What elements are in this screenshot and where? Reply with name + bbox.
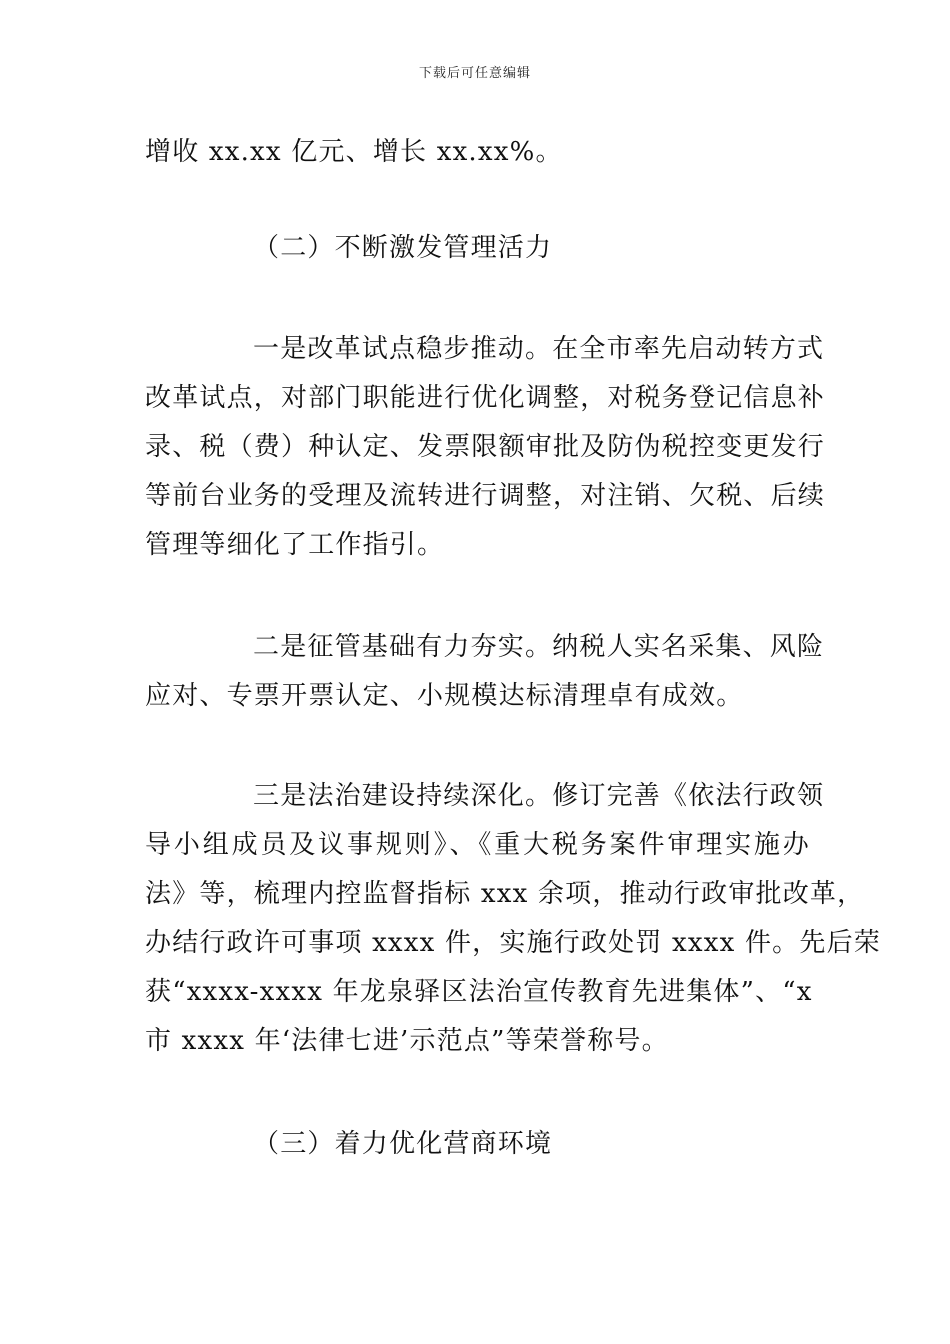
paragraph-3-line-2: 导小组成员及议事规则》、《重大税务案件审理实施办: [145, 830, 810, 860]
paragraph-3-line-6: 市 xxxx 年‘法律七进’示范点”等荣誉称号。: [145, 1026, 669, 1056]
section-heading-3: （三）着力优化营商环境: [253, 1129, 553, 1159]
section-heading-2: （二）不断激发管理活力: [253, 233, 553, 263]
paragraph-3-line-4: 办结行政许可事项 xxxx 件，实施行政处罚 xxxx 件。先后荣: [145, 928, 881, 958]
paragraph-1-line-1: 一是改革试点稳步推动。在全市率先启动转方式: [253, 334, 825, 364]
paragraph-3-line-1: 三是法治建设持续深化。修订完善《依法行政领: [253, 781, 825, 811]
paragraph-2-line-2: 应对、专票开票认定、小规模达标清理卓有成效。: [145, 681, 744, 711]
paragraph-1-line-5: 管理等细化了工作指引。: [145, 530, 445, 560]
body-line-1: 增收 xx.xx 亿元、增长 xx.xx%。: [145, 137, 563, 167]
paragraph-1-line-3: 录、税（费）种认定、发票限额审批及防伪税控变更发行: [145, 432, 826, 462]
paragraph-1-line-2: 改革试点，对部门职能进行优化调整，对税务登记信息补: [145, 383, 826, 413]
paragraph-3-line-3: 法》等，梳理内控监督指标 xxx 余项，推动行政审批改革，: [145, 879, 865, 909]
page-header-note: 下载后可任意编辑: [418, 66, 531, 81]
paragraph-3-line-5: 获“xxxx-xxxx 年龙泉驿区法治宣传教育先进集体”、“x: [145, 977, 813, 1007]
paragraph-2-line-1: 二是征管基础有力夯实。纳税人实名采集、风险: [253, 632, 825, 662]
paragraph-1-line-4: 等前台业务的受理及流转进行调整，对注销、欠税、后续: [145, 481, 826, 511]
